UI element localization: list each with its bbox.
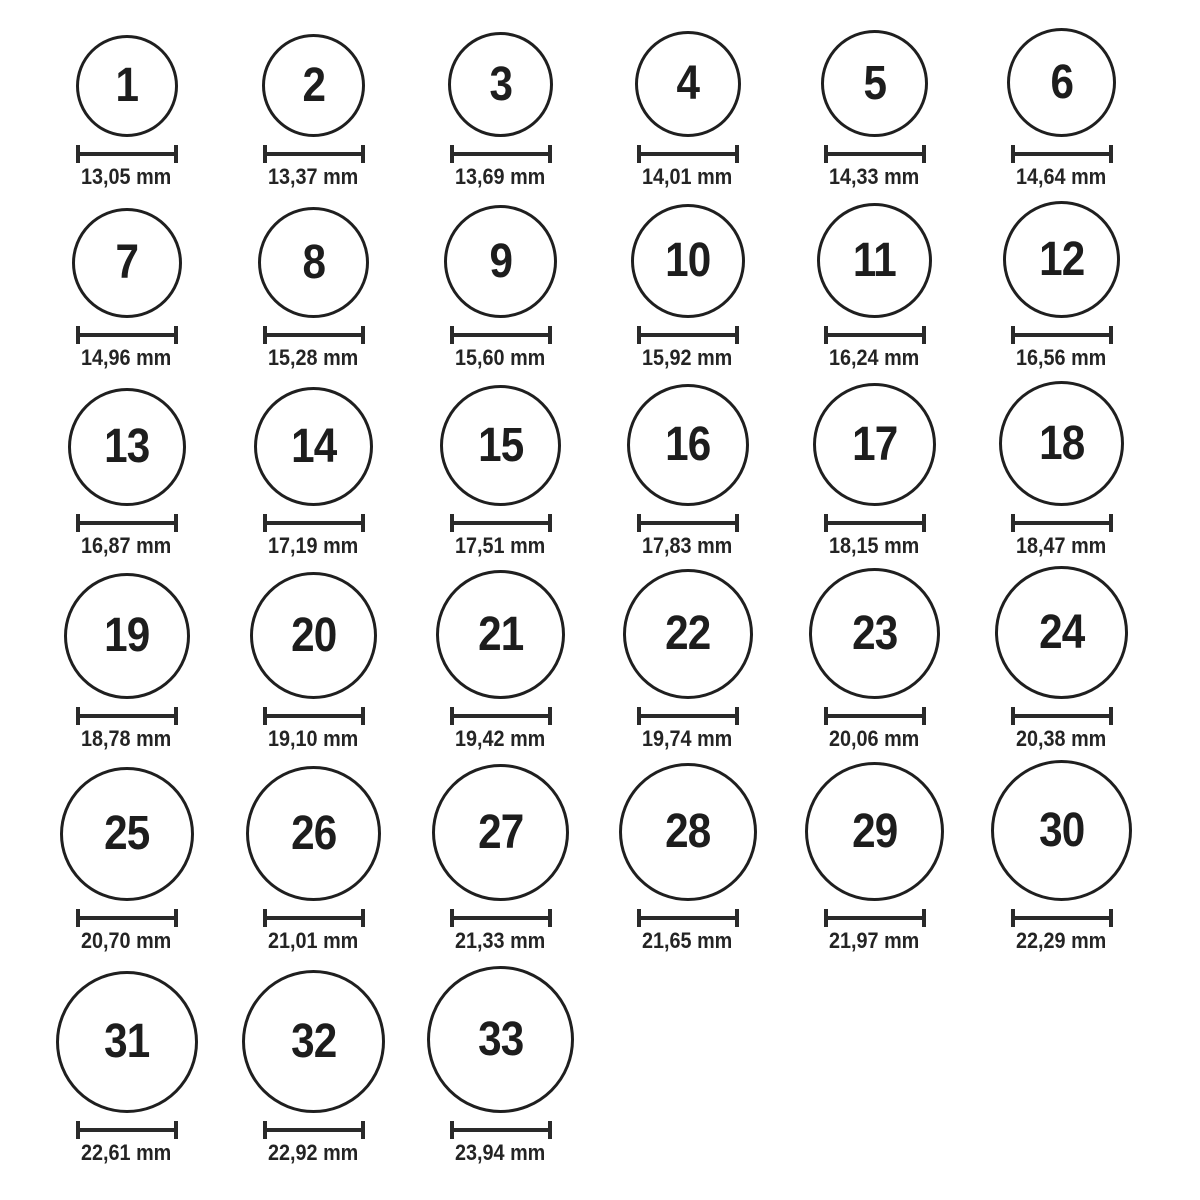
ring-circle	[440, 385, 561, 506]
measure-bar	[454, 521, 548, 525]
measure-bar	[1015, 521, 1109, 525]
diameter-label: 14,33 mm	[829, 164, 920, 189]
measure-bar	[1015, 152, 1109, 156]
measure-bar	[267, 1128, 361, 1132]
diameter-measure-line	[637, 909, 739, 927]
ring-size-item	[594, 384, 781, 557]
ring-size-item	[33, 208, 220, 369]
measure-bar	[641, 714, 735, 718]
diameter-measure-line	[263, 1121, 365, 1139]
ring-size-item	[781, 383, 968, 557]
diameter-measure-line	[450, 1121, 552, 1139]
ring-size-number: 2	[302, 58, 325, 112]
ring-circle	[623, 569, 753, 699]
measure-bar	[828, 916, 922, 920]
diameter-label: 13,05 mm	[81, 164, 172, 189]
diameter-label: 22,61 mm	[81, 1140, 172, 1165]
ring-circle	[1003, 201, 1120, 318]
diameter-label: 21,01 mm	[268, 928, 359, 953]
measure-bar	[828, 333, 922, 337]
diameter-measure-line	[637, 514, 739, 532]
ring-circle	[250, 572, 377, 699]
ring-size-item	[33, 971, 220, 1164]
ring-size-number: 11	[853, 233, 896, 287]
diameter-measure-line	[824, 326, 926, 344]
diameter-label: 20,06 mm	[829, 726, 920, 751]
ring-circle	[68, 388, 186, 506]
diameter-measure-line	[450, 514, 552, 532]
ring-circle	[427, 966, 574, 1113]
ring-circle	[627, 384, 749, 506]
diameter-measure-line	[76, 909, 178, 927]
ring-size-number: 28	[664, 805, 711, 858]
diameter-measure-line	[824, 514, 926, 532]
ring-circle	[805, 762, 944, 901]
diameter-measure-line	[76, 326, 178, 344]
ring-size-item	[968, 201, 1155, 369]
ring-size-number: 19	[103, 609, 150, 662]
ring-circle	[76, 35, 178, 137]
diameter-label: 17,19 mm	[268, 533, 359, 558]
ring-size-item	[781, 203, 968, 369]
diameter-label: 19,42 mm	[455, 726, 546, 751]
diameter-label: 18,78 mm	[81, 726, 172, 751]
ring-size-number: 17	[851, 417, 898, 471]
diameter-label: 18,15 mm	[829, 533, 920, 558]
diameter-measure-line	[76, 1121, 178, 1139]
chart-row	[33, 955, 1200, 1167]
ring-size-item	[968, 760, 1155, 952]
measure-bar	[80, 152, 174, 156]
measure-bar	[80, 333, 174, 337]
ring-size-number: 20	[290, 608, 337, 662]
chart-row	[33, 753, 1200, 955]
ring-circle	[631, 204, 745, 318]
diameter-label: 15,60 mm	[455, 345, 546, 370]
ring-circle	[448, 32, 553, 137]
diameter-measure-line	[824, 707, 926, 725]
ring-circle	[60, 767, 194, 901]
measure-bar	[80, 1128, 174, 1132]
diameter-label: 13,69 mm	[455, 164, 546, 189]
chart-row	[33, 0, 1200, 191]
measure-bar	[454, 714, 548, 718]
ring-size-item	[220, 766, 407, 952]
measure-bar	[1015, 714, 1109, 718]
diameter-label: 16,24 mm	[829, 345, 920, 370]
diameter-measure-line	[1011, 326, 1113, 344]
ring-size-item	[407, 385, 594, 557]
ring-circle	[444, 205, 557, 318]
ring-size-item	[594, 204, 781, 369]
diameter-label: 17,83 mm	[642, 533, 733, 558]
ring-size-number: 6	[1050, 55, 1073, 109]
ring-circle	[809, 568, 940, 699]
ring-size-item	[594, 31, 781, 188]
ring-circle	[72, 208, 182, 318]
ring-circle	[813, 383, 936, 506]
diameter-measure-line	[450, 707, 552, 725]
ring-size-item	[968, 28, 1155, 188]
measure-bar	[828, 714, 922, 718]
diameter-measure-line	[76, 707, 178, 725]
diameter-label: 13,37 mm	[268, 164, 359, 189]
diameter-label: 20,70 mm	[81, 928, 172, 953]
diameter-measure-line	[263, 909, 365, 927]
ring-circle	[242, 970, 385, 1113]
measure-bar	[267, 152, 361, 156]
measure-bar	[454, 152, 548, 156]
ring-size-number: 15	[477, 418, 524, 472]
ring-size-number: 18	[1038, 416, 1085, 470]
ring-circle	[262, 34, 365, 137]
diameter-measure-line	[76, 514, 178, 532]
ring-size-number: 1	[115, 59, 138, 112]
diameter-label: 21,97 mm	[829, 928, 920, 953]
diameter-label: 15,28 mm	[268, 345, 359, 370]
ring-circle	[999, 381, 1124, 506]
ring-size-number: 21	[477, 607, 524, 661]
diameter-measure-line	[450, 145, 552, 163]
ring-circle	[436, 570, 565, 699]
ring-size-item	[220, 572, 407, 750]
measure-bar	[454, 916, 548, 920]
ring-size-number: 9	[489, 234, 512, 288]
diameter-label: 17,51 mm	[455, 533, 546, 558]
diameter-measure-line	[263, 326, 365, 344]
diameter-label: 21,33 mm	[455, 928, 546, 953]
diameter-measure-line	[450, 909, 552, 927]
ring-size-item	[407, 570, 594, 750]
measure-bar	[267, 333, 361, 337]
ring-size-number: 23	[851, 606, 898, 660]
measure-bar	[267, 521, 361, 525]
ring-size-item	[781, 30, 968, 188]
diameter-measure-line	[263, 514, 365, 532]
measure-bar	[454, 1128, 548, 1132]
ring-size-number: 29	[851, 804, 898, 858]
diameter-measure-line	[1011, 909, 1113, 927]
measure-bar	[828, 521, 922, 525]
ring-size-number: 13	[103, 420, 150, 473]
diameter-measure-line	[1011, 707, 1113, 725]
ring-size-item	[220, 387, 407, 557]
measure-bar	[80, 521, 174, 525]
ring-size-number: 7	[115, 236, 138, 289]
ring-circle	[246, 766, 381, 901]
ring-size-number: 14	[290, 419, 337, 473]
chart-row	[33, 560, 1200, 753]
ring-size-item	[33, 35, 220, 188]
ring-size-number: 12	[1038, 232, 1085, 286]
ring-circle	[56, 971, 198, 1113]
ring-size-item	[407, 966, 594, 1164]
diameter-label: 22,29 mm	[1016, 928, 1107, 953]
measure-bar	[1015, 916, 1109, 920]
measure-bar	[267, 714, 361, 718]
ring-size-number: 27	[477, 805, 524, 859]
measure-bar	[828, 152, 922, 156]
measure-bar	[1015, 333, 1109, 337]
diameter-measure-line	[263, 145, 365, 163]
ring-size-item	[220, 207, 407, 369]
diameter-measure-line	[637, 145, 739, 163]
ring-size-item	[407, 32, 594, 188]
ring-size-item	[33, 573, 220, 750]
ring-size-number: 10	[664, 234, 711, 287]
ring-circle	[619, 763, 757, 901]
ring-size-number: 31	[103, 1015, 150, 1068]
ring-circle	[817, 203, 932, 318]
ring-size-number: 24	[1038, 605, 1085, 659]
ring-size-number: 3	[489, 57, 512, 111]
measure-bar	[641, 333, 735, 337]
ring-circle	[635, 31, 741, 137]
diameter-label: 14,64 mm	[1016, 164, 1107, 189]
diameter-measure-line	[263, 707, 365, 725]
ring-size-number: 5	[863, 56, 886, 110]
ring-size-item	[407, 764, 594, 952]
ring-size-item	[594, 569, 781, 750]
measure-bar	[641, 916, 735, 920]
ring-circle	[254, 387, 373, 506]
ring-circle	[64, 573, 190, 699]
ring-size-number: 22	[664, 607, 711, 660]
ring-size-item	[220, 34, 407, 188]
measure-bar	[267, 916, 361, 920]
diameter-label: 18,47 mm	[1016, 533, 1107, 558]
ring-size-item	[33, 767, 220, 952]
ring-size-item	[407, 205, 594, 369]
ring-circle	[258, 207, 369, 318]
diameter-label: 19,74 mm	[642, 726, 733, 751]
diameter-label: 16,56 mm	[1016, 345, 1107, 370]
measure-bar	[641, 152, 735, 156]
ring-circle	[821, 30, 928, 137]
ring-circle	[991, 760, 1132, 901]
measure-bar	[454, 333, 548, 337]
diameter-label: 15,92 mm	[642, 345, 733, 370]
ring-size-item	[781, 568, 968, 750]
diameter-label: 14,01 mm	[642, 164, 733, 189]
ring-size-item	[781, 762, 968, 952]
ring-size-item	[968, 566, 1155, 750]
diameter-measure-line	[450, 326, 552, 344]
diameter-label: 20,38 mm	[1016, 726, 1107, 751]
ring-size-number: 32	[290, 1014, 337, 1068]
ring-size-number: 33	[477, 1012, 524, 1066]
chart-row	[33, 372, 1200, 560]
ring-size-number: 4	[676, 57, 699, 110]
diameter-label: 21,65 mm	[642, 928, 733, 953]
ring-circle	[1007, 28, 1116, 137]
diameter-measure-line	[824, 909, 926, 927]
ring-size-item	[594, 763, 781, 952]
measure-bar	[80, 714, 174, 718]
diameter-label: 23,94 mm	[455, 1140, 546, 1165]
ring-size-number: 16	[664, 418, 711, 471]
measure-bar	[80, 916, 174, 920]
diameter-label: 22,92 mm	[268, 1140, 359, 1165]
diameter-label: 16,87 mm	[81, 533, 172, 558]
ring-circle	[432, 764, 569, 901]
diameter-measure-line	[637, 707, 739, 725]
diameter-label: 14,96 mm	[81, 345, 172, 370]
ring-size-number: 26	[290, 806, 337, 860]
measure-bar	[641, 521, 735, 525]
ring-circle	[995, 566, 1128, 699]
ring-size-item	[33, 388, 220, 557]
diameter-measure-line	[1011, 145, 1113, 163]
ring-size-number: 25	[103, 807, 150, 860]
ring-size-item	[220, 970, 407, 1164]
ring-size-number: 8	[302, 235, 325, 289]
diameter-measure-line	[76, 145, 178, 163]
diameter-measure-line	[637, 326, 739, 344]
ring-size-number: 30	[1038, 803, 1085, 857]
ring-size-item	[968, 381, 1155, 557]
diameter-label: 19,10 mm	[268, 726, 359, 751]
diameter-measure-line	[1011, 514, 1113, 532]
diameter-measure-line	[824, 145, 926, 163]
chart-row	[33, 191, 1200, 372]
